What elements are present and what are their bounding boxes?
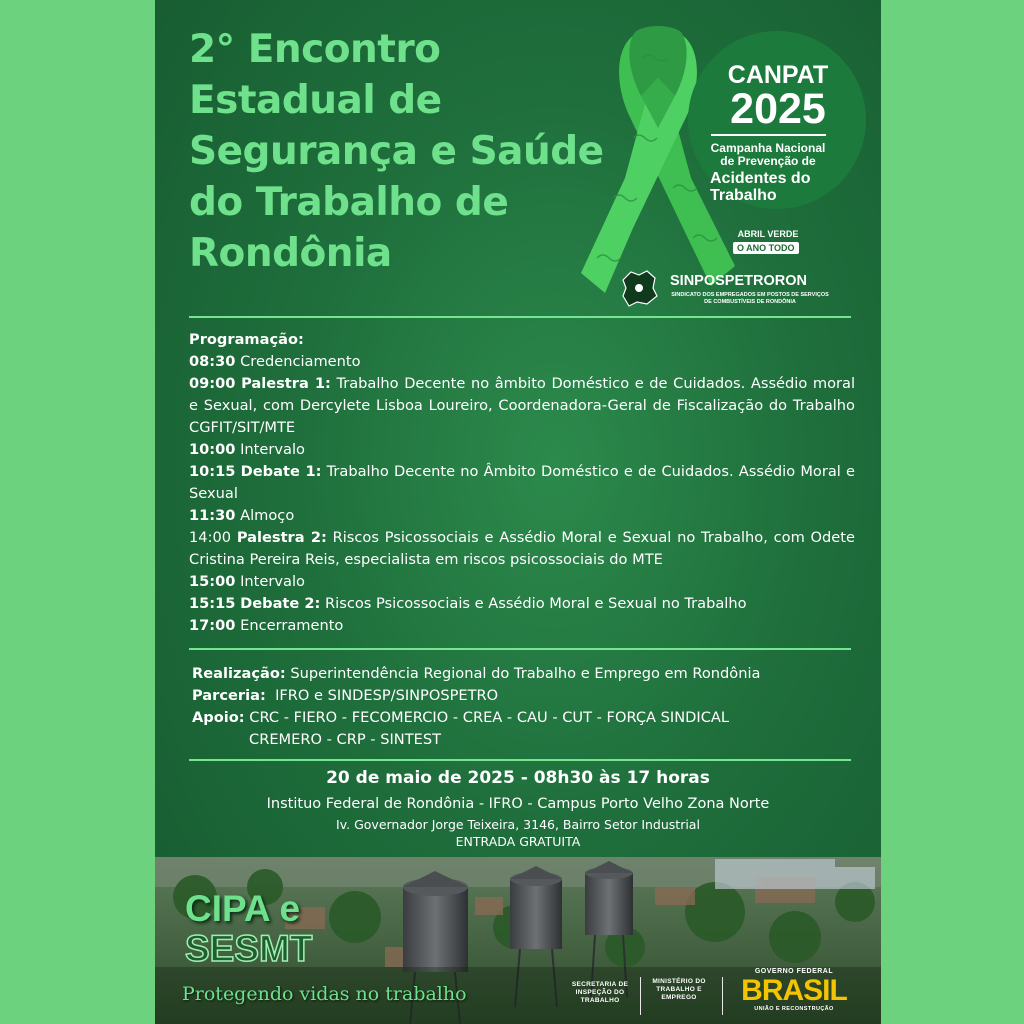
program-item: 09:00 Palestra 1: Trabalho Decente no âmbito Doméstico e de Cuidados. Assédio moral e Sexual, com Dercylete Lisboa Loureiro, Coordenadora-Geral de Fiscalização do Trabalho CGFIT/SIT/MTE [189, 375, 856, 436]
canpat-subtitle-2: Acidentes do Trabalho [710, 170, 811, 204]
abril-verde-label: ABRIL VERDE [737, 229, 799, 239]
divider [189, 759, 851, 761]
program-schedule [189, 329, 855, 637]
canpat-name: CANPAT [727, 61, 829, 89]
poster-title: 2° Encontro Estadual de Segurança e Saúde do Trabalho de Rondônia [189, 27, 604, 276]
event-poster [155, 0, 881, 1024]
logo-separator [640, 977, 641, 1015]
program-item: 17:00 Encerramento [189, 617, 344, 634]
brasil-logo: BRASIL [741, 974, 847, 1007]
program-item: 08:30 Credenciamento [189, 353, 361, 370]
canpat-subtitle-1: Campanha Nacional de Prevenção de [710, 141, 826, 168]
apoio-line-2: CREMERO - CRP - SINTEST [249, 731, 442, 748]
program-item: 11:30 Almoço [189, 507, 295, 524]
event-venue: Instituo Federal de Rondônia - IFRO - Campus Porto Velho Zona Norte [266, 796, 770, 812]
rondonia-map-icon [617, 266, 661, 310]
entry-note: ENTRADA GRATUITA [455, 834, 581, 849]
ano-todo-badge: O ANO TODO [733, 242, 799, 254]
program-item: 14:00 Palestra 2: Riscos Psicossociais e Assédio Moral e Sexual no Trabalho, com Odete Cristina Pereira Reis, especialista em riscos psicossociais do MTE [189, 529, 855, 568]
mte-logo-text: MINISTÉRIO DO TRABALHO E EMPREGO [652, 978, 706, 1001]
cipa-heading: CIPA e [185, 888, 301, 929]
canpat-year: 2025 [730, 85, 826, 133]
sinpospetroron-subtitle: SINDICATO DOS EMPREGADOS EM POSTOS DE SERVIÇOS DE COMBUSTÍVEIS DE RONDÔNIA [671, 292, 829, 305]
event-address: Iv. Governador Jorge Teixeira, 3146, Bairro Setor Industrial [336, 817, 700, 832]
credits-section [192, 663, 858, 751]
governo-federal-label: GOVERNO FEDERAL [754, 968, 834, 975]
program-heading: Programação: [189, 331, 304, 348]
sit-logo-text: SECRETARIA DE INSPEÇÃO DO TRABALHO [571, 981, 629, 1004]
sinpospetroron-name: SINPOSPETRORON [670, 273, 807, 289]
divider [189, 316, 851, 318]
tagline: Protegendo vidas no trabalho [182, 983, 467, 1005]
canpat-divider [711, 134, 826, 136]
event-datetime: 20 de maio de 2025 - 08h30 às 17 horas [326, 768, 710, 788]
uniao-reconstrucao-label: UNIÃO E RECONSTRUÇÃO [754, 1006, 834, 1012]
divider [189, 648, 851, 650]
program-item: 15:00 Intervalo [189, 573, 305, 590]
realizacao-line: Realização: Superintendência Regional do Trabalho e Emprego em Rondônia [192, 665, 761, 682]
parceria-line: Parceria: IFRO e SINDESP/SINPOSPETRO [192, 687, 499, 704]
sesmt-heading: SESMT [185, 928, 313, 969]
apoio-line: Apoio: CRC - FIERO - FECOMERCIO - CREA - CAU - CUT - FORÇA SINDICAL [192, 709, 729, 726]
program-item: 15:15 Debate 2: Riscos Psicossociais e Assédio Moral e Sexual no Trabalho [189, 595, 747, 612]
program-item: 10:15 Debate 1: Trabalho Decente no Âmbito Doméstico e de Cuidados. Assédio Moral e Sexual [189, 463, 856, 502]
program-item: 10:00 Intervalo [189, 441, 305, 458]
logo-separator [722, 977, 723, 1015]
